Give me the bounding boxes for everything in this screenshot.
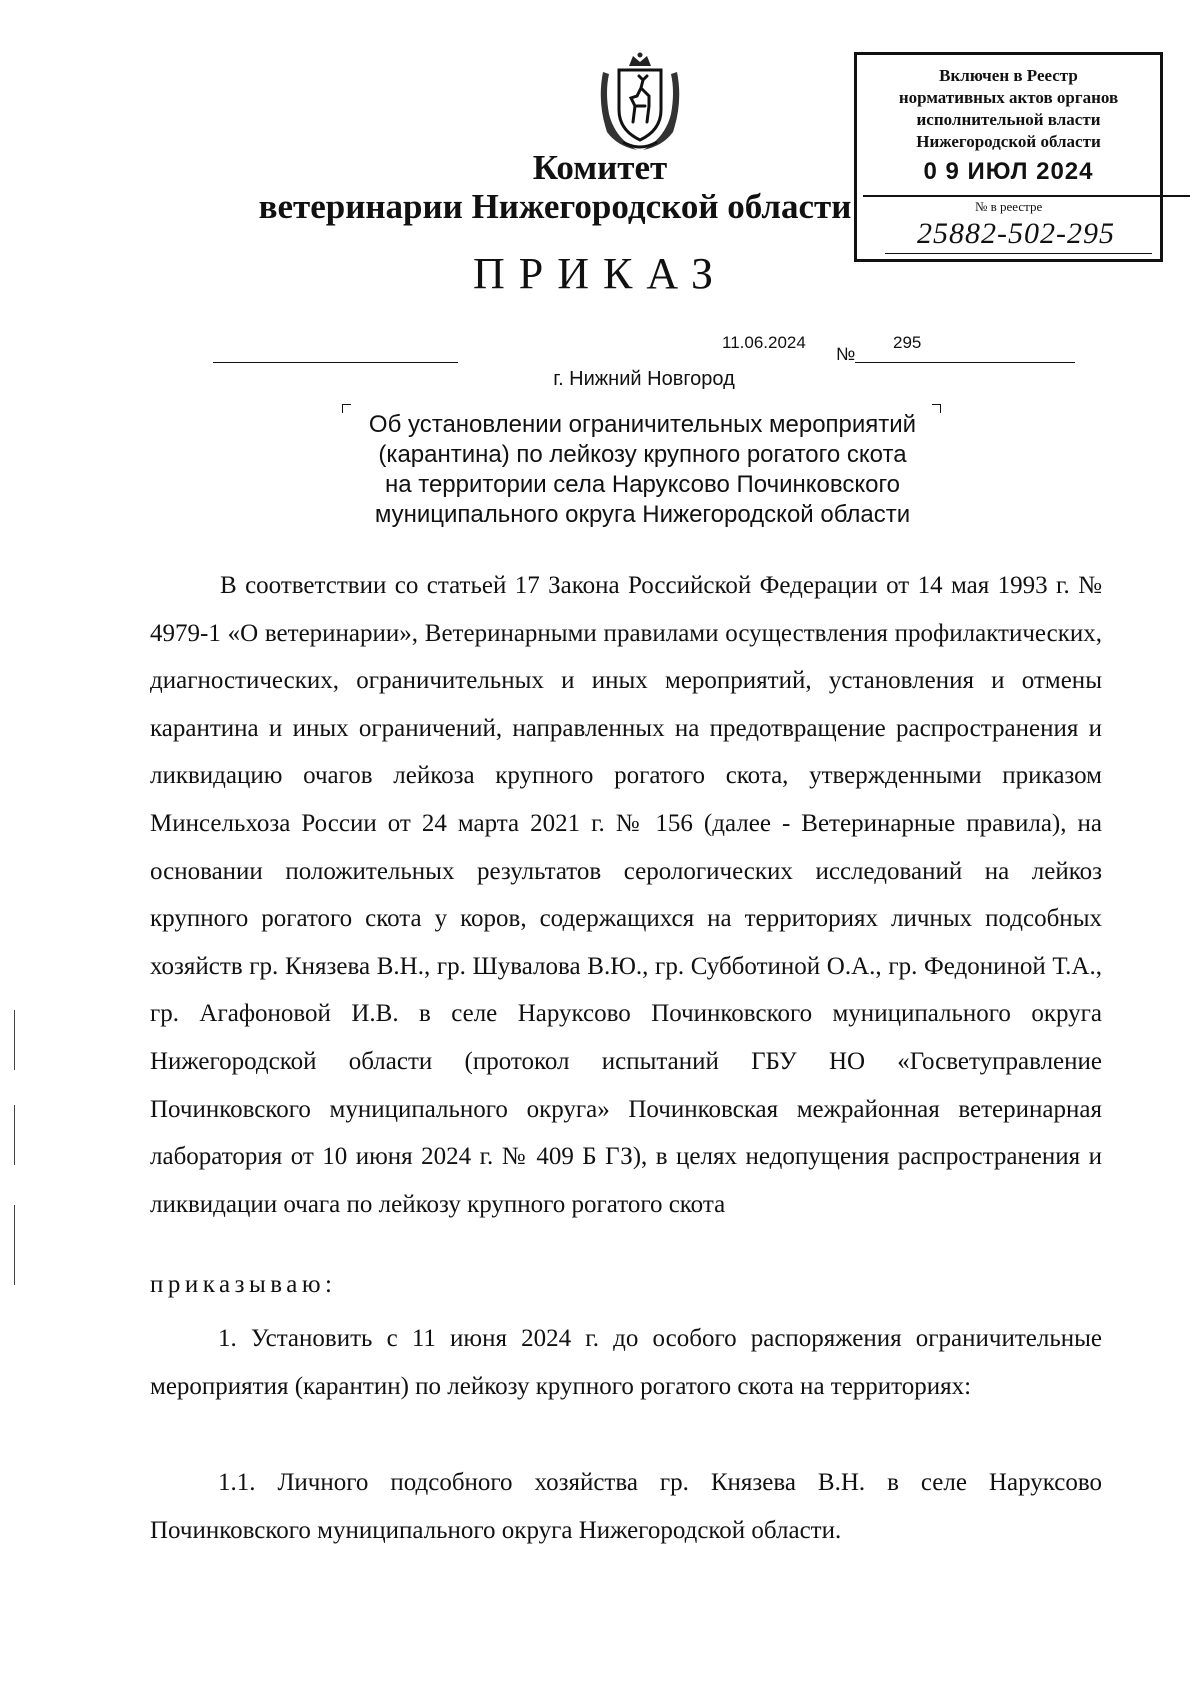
registry-stamp [854, 52, 1163, 262]
stamp-line-1: Включен в Реестр [939, 66, 1078, 85]
date-underline-left [213, 362, 458, 363]
organization-name-line1: Комитет [532, 148, 668, 187]
stamp-date: 0 9 ИЮЛ 2024 [923, 158, 1094, 185]
document-date: 11.06.2024 [722, 333, 806, 352]
scan-mark [14, 1010, 15, 1070]
scan-mark [14, 1205, 15, 1285]
stamp-underline [885, 253, 1152, 254]
subject-line-3: на территории села Наруксово Починковского [384, 471, 901, 498]
stamp-line-2: нормативных актов органов [898, 88, 1119, 107]
stamp-line-3: исполнительной власти [916, 110, 1101, 129]
coat-of-arms-emblem [593, 52, 687, 152]
document-number: 295 [893, 333, 922, 352]
stamp-line-4: Нижегородской области [916, 132, 1101, 151]
stamp-registry-number: 25882-502-295 [917, 217, 1115, 250]
preamble-paragraph: В соответствии со статьей 17 Закона Российской Федерации от 14 мая 1993 г. № 4979-1 «О ветеринарии», Ветеринарными правилами осуществления профилактических, диагностических, ограничительных и иных мероприятий, установления и отмены карантина и иных ограничений, направленных на предотвращение распространения и ликвидацию очагов лейкоза крупного рогатого скота, утвержденными приказом Минсельхоза России от 24 марта 2021 г. № 156 (далее - Ветеринарные правила), на основании положительных результатов серологических исследований на лейкоз крупного рогатого скота у коров, содержащихся на территориях личных подсобных хозяйств гр. Князева В.Н., гр. Шувалова В.Ю., гр. Субботиной О.А., гр. Федониной Т.А., гр. Агафоновой И.В. в селе Наруксово Починковского муниципального округа Нижегородской области (протокол испытаний ГБУ НО «Госветуправление Починковского муниципального округа» Починковская межрайонная ветеринарная лаборатория от 10 июня 2024 г. № 409 Б ГЗ), в целях недопущения распространения и ликвидации очага по лейкозу крупного рогатого скота [150, 572, 1102, 1218]
number-underline [855, 362, 1075, 363]
document-subject [345, 410, 940, 530]
number-sign: № [836, 344, 856, 364]
organization-name-line2: ветеринарии Нижегородской области [258, 187, 852, 226]
scan-mark [14, 1105, 15, 1165]
subject-line-1: Об установлении ограничительных мероприятий [368, 411, 917, 438]
subject-line-4: муниципального округа Нижегородской области [374, 501, 911, 528]
document-city: г. Нижний Новгород [553, 368, 735, 390]
document-type-title: ПРИКАЗ [472, 249, 728, 298]
order-item-1: 1. Установить с 11 июня 2024 г. до особого распоряжения ограничительные мероприятия (карантин) по лейкозу крупного рогатого скота на территориях: [150, 1325, 1102, 1400]
order-item-1-1: 1.1. Личного подсобного хозяйства гр. Князева В.Н. в селе Наруксово Починковского муниципального округа Нижегородской области. [150, 1469, 1102, 1544]
stamp-registry-label: № в реестре [975, 199, 1043, 214]
stamp-divider [863, 195, 1190, 197]
order-word: приказываю: [150, 1271, 337, 1298]
subject-line-2: (карантина) по лейкозу крупного рогатого скота [378, 441, 907, 468]
